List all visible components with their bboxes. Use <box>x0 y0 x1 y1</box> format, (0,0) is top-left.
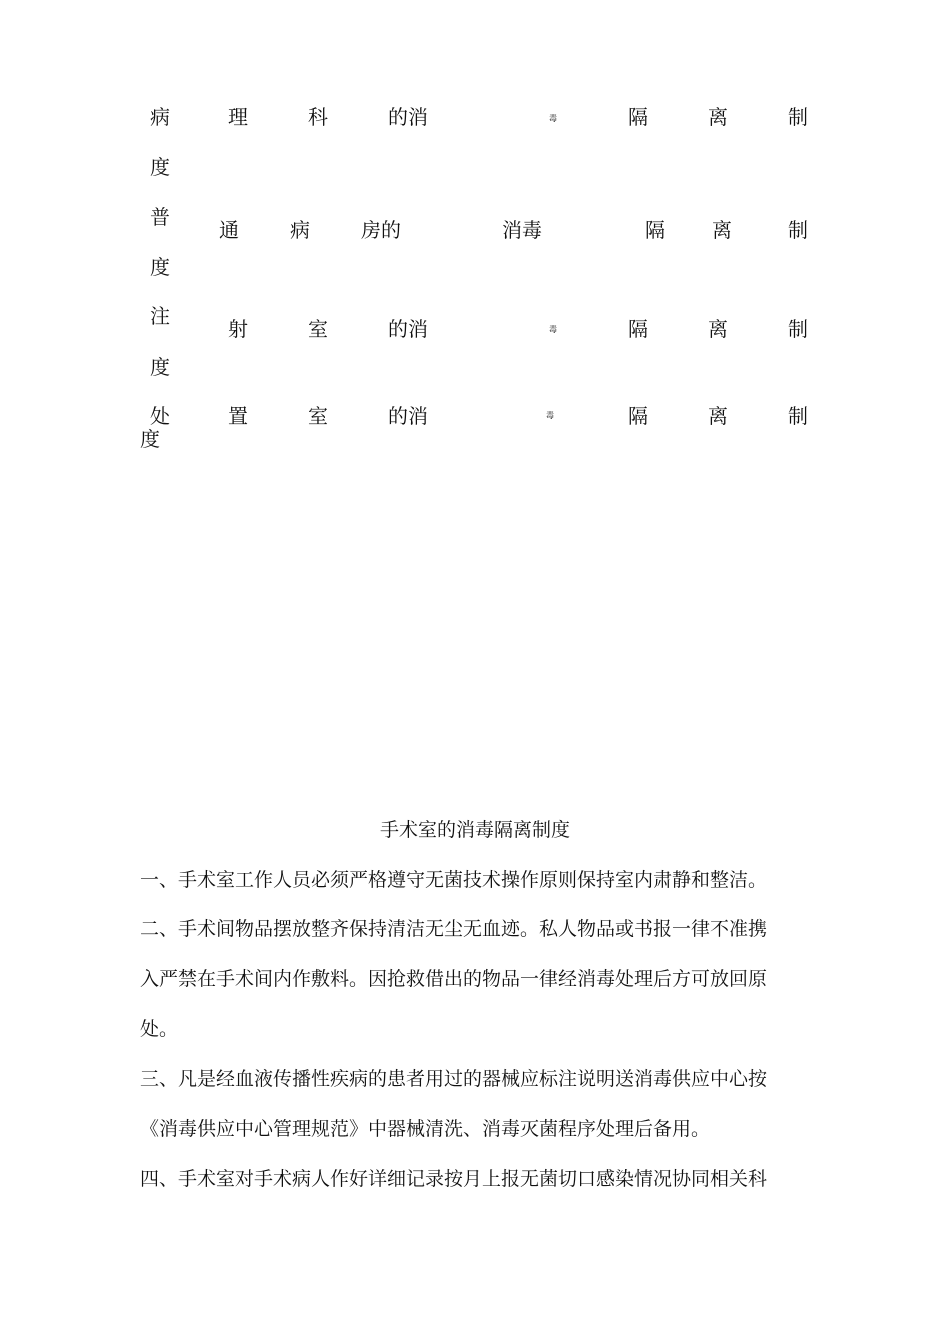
toc-2-seg-3: 病 <box>290 218 310 242</box>
paragraph-line-1: 一、手术室工作人员必须严格遵守无菌技术操作原则保持室内肃静和整洁。 <box>140 869 768 891</box>
toc-1-seg-7: 离 <box>708 105 728 129</box>
toc-4-seg-1: 处 <box>150 404 170 428</box>
toc-4-seg-6: 隔 <box>628 404 648 428</box>
toc-4-seg-7: 离 <box>708 404 728 428</box>
paragraph-line-7: 四、手术室对手术病人作好详细记录按月上报无菌切口感染情况协同相关科 <box>140 1168 768 1190</box>
toc-3-tail: 度 <box>150 355 170 379</box>
toc-2-seg-8: 制 <box>788 218 808 242</box>
toc-1-seg-6: 隔 <box>628 105 648 129</box>
toc-4-seg-5: 毒 <box>546 411 554 420</box>
paragraph-line-4: 处。 <box>140 1018 179 1040</box>
toc-1-seg-3: 科 <box>308 105 328 129</box>
toc-3-seg-6: 隔 <box>628 317 648 341</box>
toc-2-tail: 度 <box>150 255 170 279</box>
section-title: 手术室的消毒隔离制度 <box>379 819 570 841</box>
toc-1-seg-5: 毒 <box>549 114 557 123</box>
toc-1-seg-8: 制 <box>788 105 808 129</box>
toc-3-seg-7: 离 <box>708 317 728 341</box>
toc-3-seg-2: 射 <box>228 317 248 341</box>
toc-2-seg-4: 房的 <box>361 218 401 242</box>
paragraph-line-2: 二、手术间物品摆放整齐保持清洁无尘无血迹。私人物品或书报一律不准携 <box>140 918 768 940</box>
toc-3-seg-1: 注 <box>150 304 170 328</box>
toc-3-seg-5: 毒 <box>549 325 557 334</box>
toc-2-seg-5: 消毒 <box>502 218 542 242</box>
paragraph-line-6: 《消毒供应中心管理规范》中器械清洗、消毒灭菌程序处理后备用。 <box>140 1118 711 1140</box>
toc-3-seg-4: 的消 <box>388 317 428 341</box>
toc-2-seg-1: 普 <box>150 205 170 229</box>
toc-2-seg-6: 隔 <box>645 218 665 242</box>
toc-4-seg-8: 制 <box>788 404 808 428</box>
toc-4-seg-3: 室 <box>308 404 328 428</box>
toc-1-seg-1: 病 <box>150 105 170 129</box>
toc-2-seg-7: 离 <box>712 218 732 242</box>
toc-3-seg-8: 制 <box>788 317 808 341</box>
paragraph-line-5: 三、凡是经血液传播性疾病的患者用过的器械应标注说明送消毒供应中心按 <box>140 1068 768 1090</box>
toc-1-tail: 度 <box>150 155 170 179</box>
toc-3-seg-3: 室 <box>308 317 328 341</box>
toc-2-seg-2: 通 <box>219 218 239 242</box>
toc-4-seg-4: 的消 <box>388 404 428 428</box>
toc-4-seg-2: 置 <box>228 404 248 428</box>
toc-4-tail: 度 <box>140 427 160 451</box>
paragraph-line-3: 入严禁在手术间内作敷料。因抢救借出的物品一律经消毒处理后方可放回原 <box>140 968 768 990</box>
toc-1-seg-2: 理 <box>228 105 248 129</box>
toc-1-seg-4: 的消 <box>388 105 428 129</box>
